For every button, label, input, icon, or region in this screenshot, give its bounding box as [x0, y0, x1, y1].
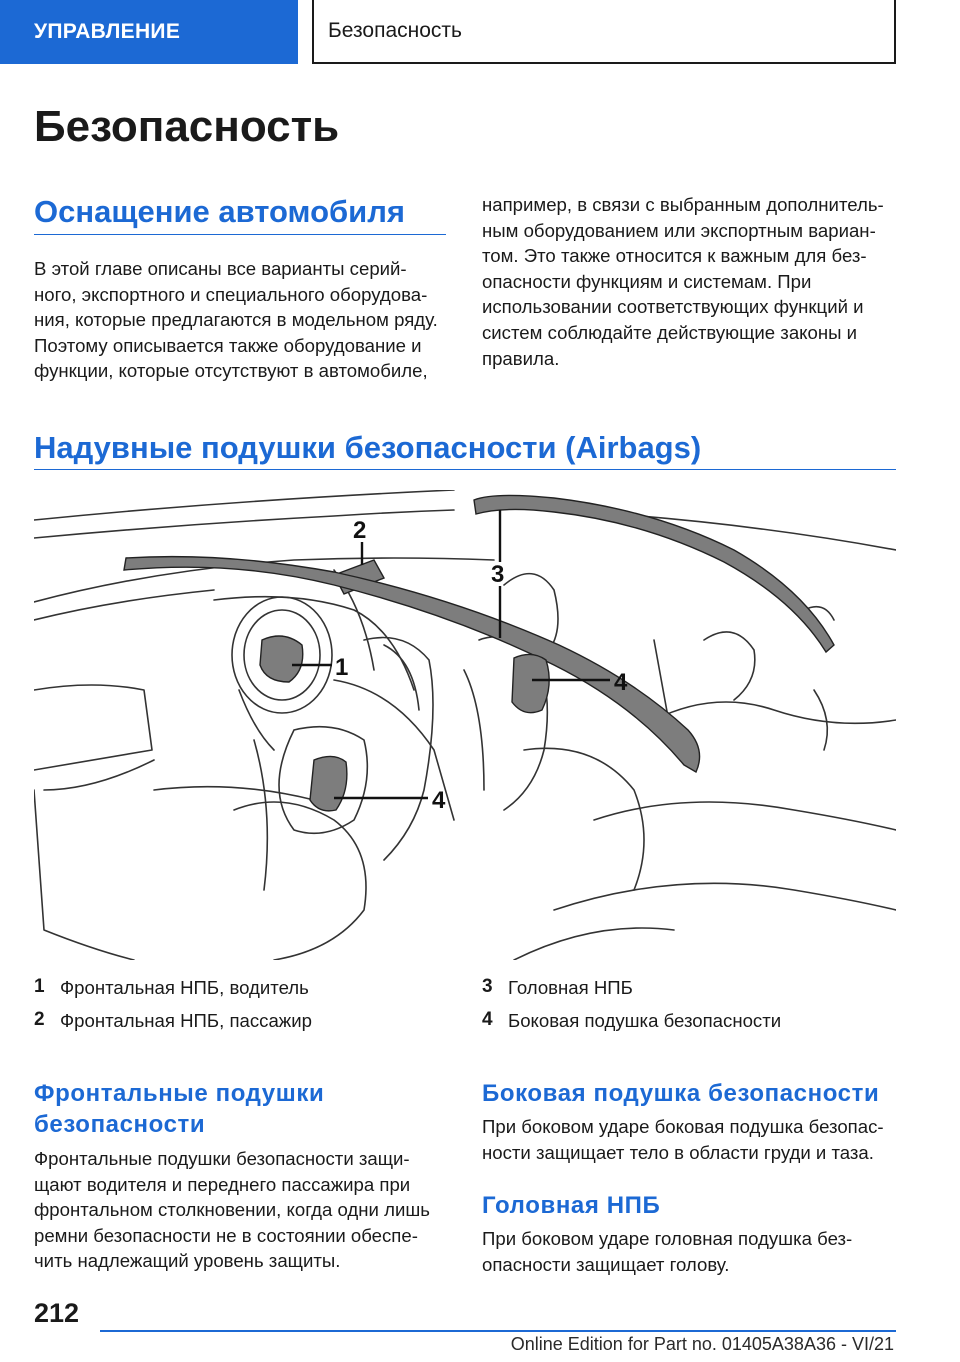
edition-text: Online Edition for Part no. 01405A38A36 - VI/21 — [510, 1334, 894, 1354]
head-heading: Головная НПБ — [482, 1192, 661, 1219]
legend-text-1: Фронтальная НПБ, водитель — [60, 977, 309, 998]
legend-num-2: 2 — [34, 1009, 45, 1030]
footer-rule — [100, 1330, 896, 1332]
airbags-heading-rule — [34, 469, 896, 470]
head-curtain-airbag-front — [124, 557, 700, 772]
equipment-text-left: В этой главе описаны все варианты серий- ного, экспортного и специального оборудова- ния, которые предлагаются в модельном ряду. Поэтому описывается также оборудование и функции, которые отсутствуют в автомобиле, — [34, 258, 438, 382]
page-title: Безопасность — [34, 102, 340, 151]
callout-3: 3 — [491, 561, 505, 588]
equipment-heading-rule — [34, 234, 446, 235]
side-heading: Боковая подушка безопасности — [482, 1080, 880, 1107]
breadcrumb: Безопасность — [312, 0, 896, 64]
airbag-diagram — [34, 490, 896, 960]
legend-text-4: Боковая подушка безопасности — [508, 1010, 782, 1031]
passenger-side-airbag — [512, 654, 549, 712]
equipment-text-right: например, в связи с выбранным дополнитель- ным оборудованием или экспортным вариан- том. Это также относится к важным для без- опасности функциям и системам. При использовании соответствующих функций и систем соблюдайте действующие законы и правила. — [482, 194, 884, 369]
driver-frontal-airbag — [260, 636, 303, 682]
airbag-shapes — [124, 495, 834, 810]
chapter-tab[interactable]: УПРАВЛЕНИЕ — [0, 0, 298, 64]
page-number: 212 — [34, 1298, 80, 1328]
airbags-heading: Надувные подушки безопасности (Airbags) — [34, 430, 702, 465]
legend-num-1: 1 — [34, 976, 45, 997]
head-text: При боковом ударе головная подушка без- опасности защищает голову. — [482, 1228, 853, 1275]
legend-num-3: 3 — [482, 976, 493, 997]
legend-num-4: 4 — [482, 1009, 493, 1030]
callout-2: 2 — [353, 517, 367, 544]
callout-4-driver: 4 — [432, 787, 446, 814]
driver-side-airbag — [310, 756, 347, 810]
callout-4-passenger: 4 — [614, 669, 628, 696]
legend-text-2: Фронтальная НПБ, пассажир — [60, 1010, 312, 1031]
callout-1: 1 — [335, 654, 349, 681]
frontal-heading: Фронтальные подушки безопасности — [34, 1080, 325, 1138]
legend-text-3: Головная НПБ — [508, 977, 633, 998]
equipment-heading: Оснащение автомобиля — [34, 194, 405, 229]
side-text: При боковом ударе боковая подушка безопас- ности защищает тело в области груди и таза. — [482, 1116, 884, 1163]
frontal-text: Фронтальные подушки безопасности защи- щают водителя и переднего пассажира при фронтальном столкновении, когда одни лишь ремни безопасности не в состоянии обеспе- чить надлежащий уровень защиты. — [34, 1148, 430, 1272]
